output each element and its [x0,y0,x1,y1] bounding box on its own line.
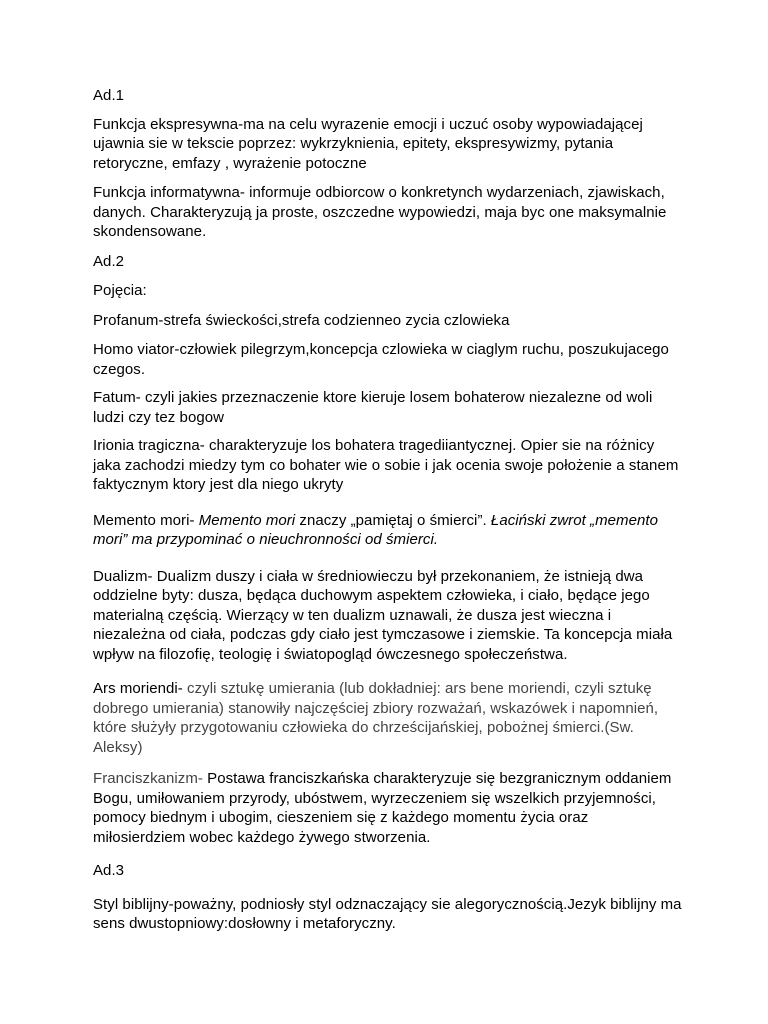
paragraph-fatum: Fatum- czyli jakies przeznaczenie ktore kieruje losem bohaterow niezalezne od woli ludzi czy tez bogow [93,389,653,426]
memento-mori-prefix: Memento mori- [93,511,199,529]
paragraph-franciszkanizm [93,769,683,847]
paragraph-profanum: Profanum-strefa świeckości,strefa codzienneo zycia czlowieka [93,311,510,329]
ad3-heading: Ad.3 [93,862,125,879]
ad1-heading: Ad.1 [93,87,125,104]
paragraph-funkcja-informatywna: Funkcja informatywna- informuje odbiorcow o konkretynch wydarzeniach, zjawiskach, danych. Charakteryzują ja proste, oszczedne wypowiedzi, maja byc one maksymalnie skondensowane. [93,184,667,240]
ars-moriendi-definition: czyli sztukę umierania (lub dokładniej: ars bene moriendi, czyli sztukę dobrego umierania) stanowiły najczęściej zbiory rozważań, wskazówek i napomnień, które służyły przygotowaniu człowieka do chrześcijańskiej, pobożnej śmierci.(Sw. Aleksy) [93,680,659,756]
document-page [93,86,683,934]
memento-mori-middle: znaczy „pamiętaj o śmierci”. [295,511,491,529]
paragraph-dualizm: Dualizm- Dualizm duszy i ciała w średniowieczu był przekonaniem, że istnieją dwa oddzielne byty: dusza, będąca duchowym aspektem człowieka, i ciało, będące jego materialną częścią. Wierzący w ten dualizm uznawali, że dusza jest wieczna i niezależna od ciała, podczas gdy ciało jest tymczasowe i ziemskie. Ta koncepcja miała wpływ na filozofię, teologię i światopogląd ówczesnego społeczeństwa. [93,567,673,663]
franciszkanizm-term: Franciszkanizm- [93,770,203,787]
paragraph-homo-viator: Homo viator-człowiek pilegrzym,koncepcja czlowieka w ciaglym ruchu, poszukujacego czegos. [93,341,669,378]
paragraph-ironia-tragiczna: Irionia tragiczna- charakteryzuje los bohatera tragediiantycznej. Opier sie na różnicy jaka zachodzi miedzy tym co bohater wie o sobie i jak ocenia swoje położenie a stanem faktycznym ktory jest dla niego ukryty [93,437,679,493]
franciszkanizm-definition: Postawa franciszkańska charakteryzuje się bezgranicznym oddaniem Bogu, umiłowaniem przyrody, ubóstwem, wyrzeczeniem się wszelkich przyjemności, pomocy biednym i ubogim, cieszeniem się z każdego momentu życia oraz miłosierdziem wobec każdego żywego stworzenia. [93,770,672,846]
paragraph-ars-moriendi [93,679,683,757]
ars-moriendi-term: Ars moriendi- [93,680,183,697]
ad2-heading: Ad.2 [93,252,125,270]
paragraph-memento-mori [93,511,683,550]
pojecia-heading: Pojęcia: [93,282,147,299]
paragraph-styl-biblijny: Styl biblijny-poważny, podniosły styl odznaczający sie alegorycznością.Jezyk biblijny ma sens dwustopniowy:dosłowny i metaforyczny. [93,895,682,932]
paragraph-funkcja-ekspresywna: Funkcja ekspresywna-ma na celu wyrazenie emocji i uczuć osoby wypowiadającej ujawnia sie w tekscie poprzez: wykrzyknienia, epitety, ekspresywizmy, pytania retoryczne, emfazy , wyrażenie potoczne [93,115,643,172]
memento-mori-term: Memento mori [198,511,296,529]
memento-mori-italic-rest: Łaciński zwrot „memento mori” ma przypominać o nieuchronności od śmierci. [93,511,658,548]
